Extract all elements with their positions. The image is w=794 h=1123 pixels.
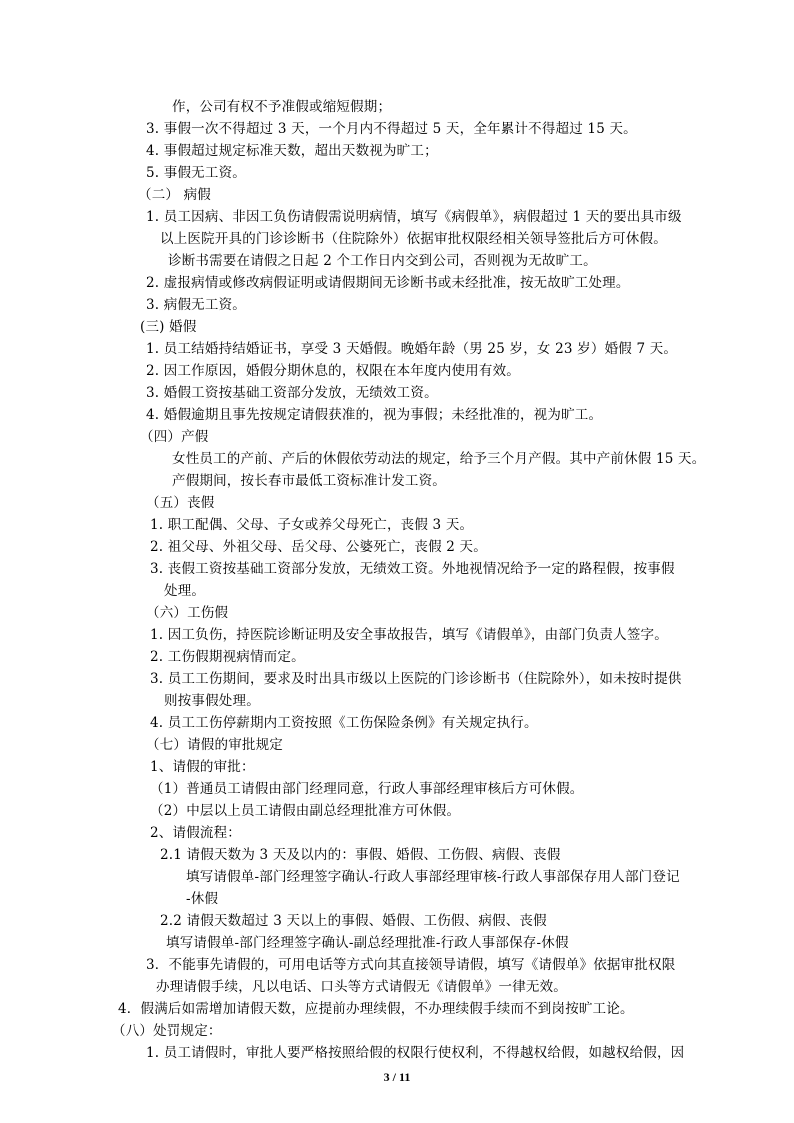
text-line: 2.2 请假天数超过 3 天以上的事假、婚假、工伤假、病假、丧假 <box>160 913 547 929</box>
text-line: 4. 员工工伤停薪期内工资按照《工伤保险条例》有关规定执行。 <box>150 715 538 731</box>
section-heading: (三) 婚假 <box>140 319 197 335</box>
text-line: 4. 事假超过规定标准天数，超出天数视为旷工； <box>146 143 438 159</box>
text-line: 1. 职工配偶、父母、子女或养父母死亡，丧假 3 天。 <box>150 517 474 533</box>
text-line: 1、请假的审批： <box>150 759 255 775</box>
text-line: 1. 员工因病、非因工负伤请假需说明病情，填写《病假单》，病假超过 1 天的要出具市级 <box>146 209 682 225</box>
text-line: 作，公司有权不予准假或缩短假期； <box>172 99 392 115</box>
section-heading: （二） 病假 <box>138 187 211 203</box>
text-line: 处理。 <box>164 583 206 599</box>
text-line: 办理请假手续，凡以电话、口头等方式请假无《请假单》一律无效。 <box>156 979 567 995</box>
text-line: （2）中层以上员工请假由副总经理批准方可休假。 <box>150 803 461 819</box>
text-line: 3. 婚假工资按基础工资部分发放，无绩效工资。 <box>146 385 438 401</box>
text-line: 3. 事假一次不得超过 3 天，一个月内不得超过 5 天，全年累计不得超过 15 天。 <box>146 121 637 137</box>
text-line: 1. 员工结婚持结婚证书，享受 3 天婚假。晚婚年龄（男 25 岁，女 23 岁）婚假 7 天。 <box>146 341 678 357</box>
text-line: 2. 虚报病情或修改病假证明或请假期间无诊断书或未经批准，按无故旷工处理。 <box>146 275 630 291</box>
text-line: 女性员工的产前、产后的休假依劳动法的规定，给予三个月产假。其中产前休假 15 天。 <box>172 451 706 467</box>
text-line: 产假期间，按长春市最低工资标准计发工资。 <box>172 473 446 489</box>
text-line: 2.1 请假天数为 3 天及以内的：事假、婚假、工伤假、病假、丧假 <box>160 847 561 863</box>
text-line: 3．不能事先请假的，可用电话等方式向其直接领导请假，填写《请假单》依据审批权限 <box>146 957 676 973</box>
text-line: 2. 祖父母、外祖父母、岳父母、公婆死亡，丧假 2 天。 <box>150 539 487 555</box>
text-line: 则按事假处理。 <box>164 693 260 709</box>
text-line: 填写请假单-部门经理签字确认-副总经理批准-行政人事部保存-休假 <box>166 935 569 951</box>
text-line: 1. 因工负伤，持医院诊断证明及安全事故报告，填写《请假单》，由部门负责人签字。 <box>150 627 668 643</box>
text-line: 3. 病假无工资。 <box>146 297 246 313</box>
text-line: （1）普通员工请假由部门经理同意，行政人事部经理审核后方可休假。 <box>150 781 584 797</box>
text-line: 1. 员工请假时，审批人要严格按照给假的权限行使权利，不得越权给假，如越权给假，因 <box>146 1045 685 1061</box>
text-line: -休假 <box>186 891 219 907</box>
section-heading: （七）请假的审批规定 <box>146 737 283 753</box>
text-line: 以上医院开具的门诊诊断书（住院除外）依据审批权限经相关领导签批后方可休假。 <box>160 231 667 247</box>
text-line: 5. 事假无工资。 <box>146 165 246 181</box>
text-line: 3. 员工工伤期间，要求及时出具市级以上医院的门诊诊断书（住院除外），如未按时提供 <box>150 671 682 687</box>
text-line: 2. 工伤假期视病情而定。 <box>150 649 305 665</box>
section-heading: （八）处罚规定： <box>112 1023 222 1039</box>
text-line: 4. 婚假逾期且事先按规定请假获准的，视为事假；未经批准的，视为旷工。 <box>146 407 603 423</box>
text-line: 3. 丧假工资按基础工资部分发放，无绩效工资。外地视情况给予一定的路程假，按事假 <box>150 561 675 577</box>
text-line: 填写请假单-部门经理签字确认-行政人事部经理审核-行政人事部保存用人部门登记 <box>186 869 680 885</box>
text-line: 2、请假流程： <box>150 825 241 841</box>
text-line: 2. 因工作原因，婚假分期休息的，权限在本年度内使用有效。 <box>146 363 520 379</box>
section-heading: （四）产假 <box>140 429 209 445</box>
section-heading: （六）工伤假 <box>146 605 229 621</box>
page-number: 3 / 11 <box>383 1070 411 1084</box>
text-line: 4．假满后如需增加请假天数，应提前办理续假，不办理续假手续而不到岗按旷工论。 <box>118 1001 634 1017</box>
text-line: 诊断书需要在请假之日起 2 个工作日内交到公司，否则视为无故旷工。 <box>168 253 597 269</box>
section-heading: （五）丧假 <box>146 495 215 511</box>
